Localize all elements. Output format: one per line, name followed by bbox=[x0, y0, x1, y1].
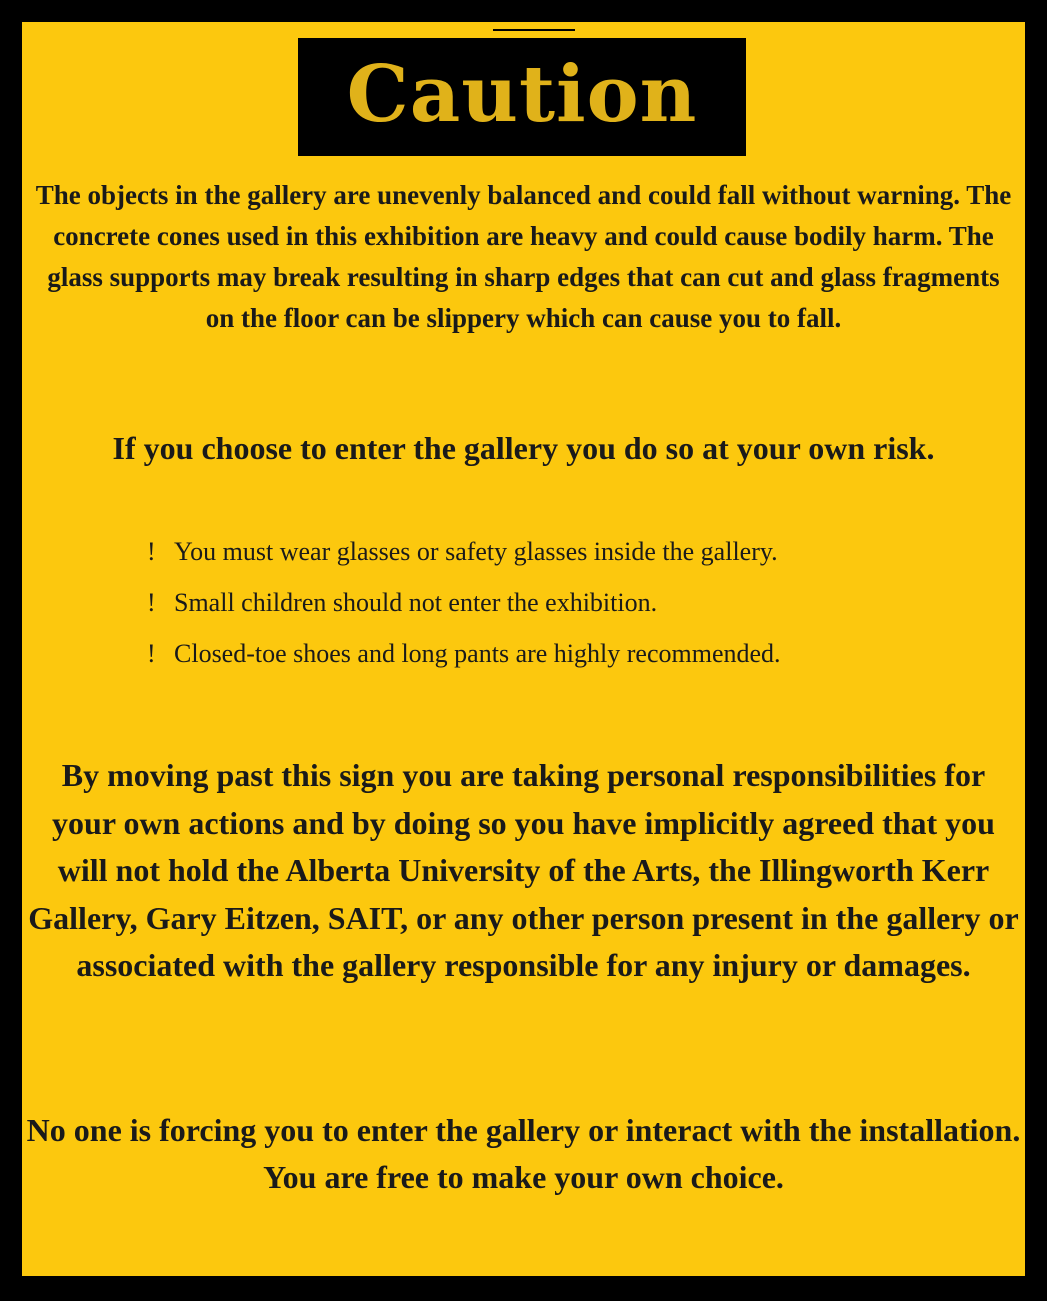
exclamation-icon: ! bbox=[147, 639, 156, 668]
title-banner bbox=[298, 38, 746, 156]
responsibility-paragraph: By moving past this sign you are taking personal responsibilities for your own actions and by doing so you have implicitly agreed that you will not hold the Alberta University of the Arts, the Illingworth Kerr Gallery, Gary Eitzen, SAIT, or any other person present in the gallery or associated with the gallery responsible for any injury or damages. bbox=[28, 757, 1019, 983]
warning-paragraph: The objects in the gallery are unevenly balanced and could fall without warning. The concrete cones used in this exhibition are heavy and could cause bodily harm. The glass supports may break resulting in sharp edges that can cut and glass fragments on the floor can be slippery which can cause you to fall. bbox=[35, 180, 1012, 333]
rule-text: You must wear glasses or safety glasses inside the gallery. bbox=[174, 537, 778, 566]
decorative-rule bbox=[493, 29, 575, 31]
rules-list bbox=[147, 530, 1007, 683]
exclamation-icon: ! bbox=[147, 537, 156, 566]
sign-title: Caution bbox=[346, 49, 698, 140]
choice-paragraph: No one is forcing you to enter the gallery or interact with the installation. You are free to make your own choice. bbox=[26, 1112, 1021, 1195]
rule-item bbox=[147, 632, 1007, 683]
rule-text: Closed-toe shoes and long pants are highly recommended. bbox=[174, 639, 781, 668]
exclamation-icon: ! bbox=[147, 588, 156, 617]
rule-text: Small children should not enter the exhibition. bbox=[174, 588, 658, 617]
risk-statement: If you choose to enter the gallery you do so at your own risk. bbox=[112, 430, 935, 466]
rule-item bbox=[147, 530, 1007, 581]
rule-item bbox=[147, 581, 1007, 632]
